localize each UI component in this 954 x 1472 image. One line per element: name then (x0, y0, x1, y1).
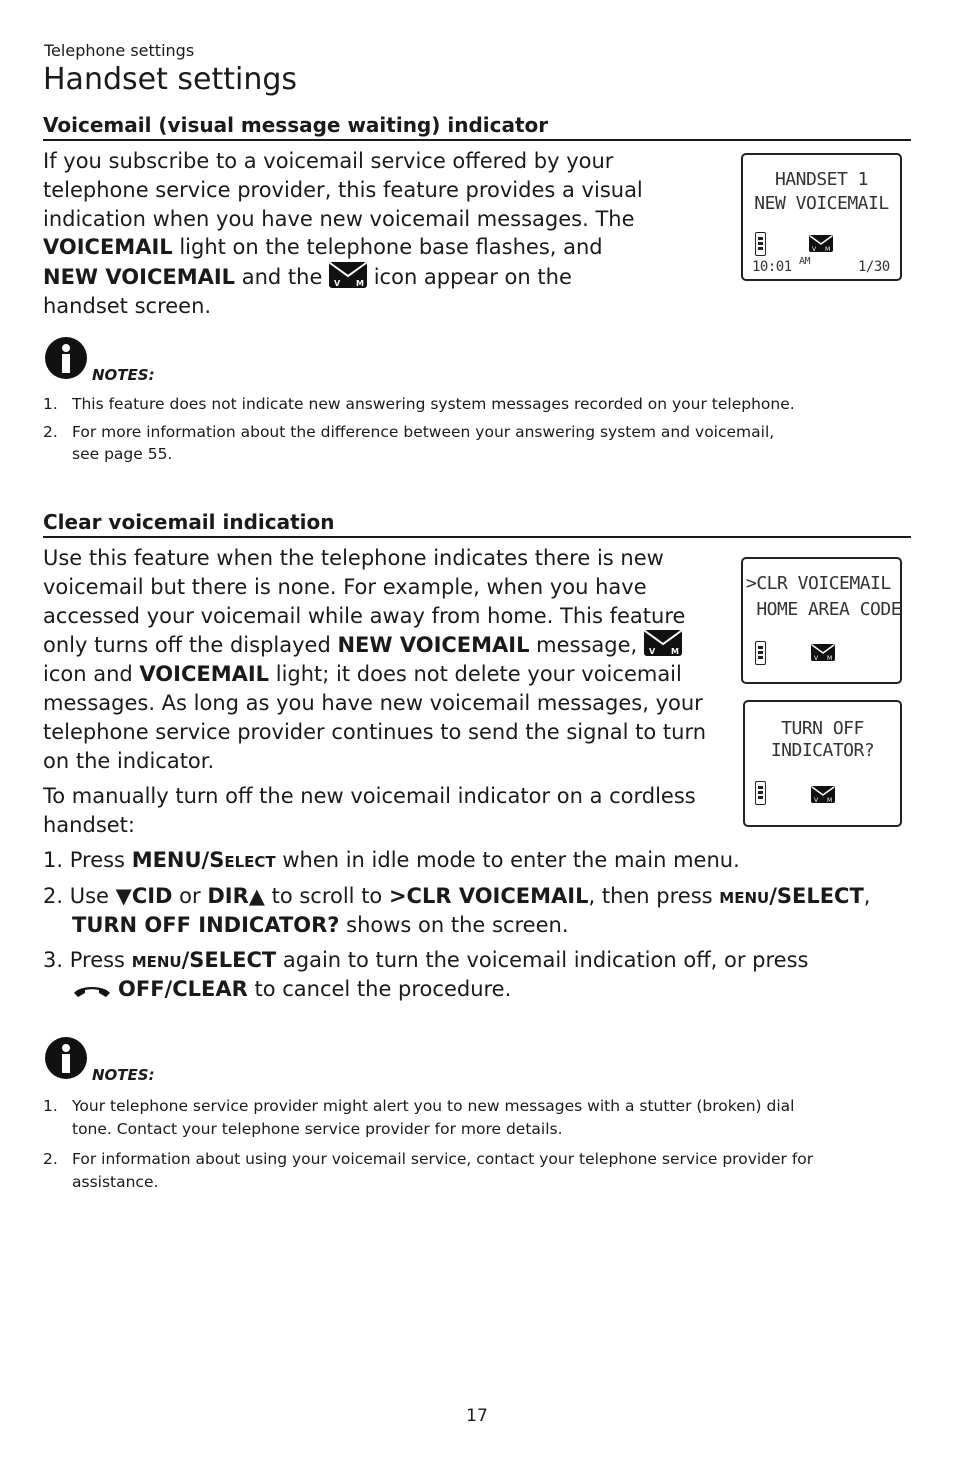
notes-label: NOTES: (92, 1066, 155, 1084)
manual-instructions: To manually turn off the new voicemail indicator on a cordless handset: (43, 784, 696, 837)
battery-icon (755, 232, 766, 256)
section-heading-clear-voicemail: Clear voicemail indication (43, 510, 911, 538)
step-3: 3. Press menu/SELECT again to turn the voicemail indication off, or press OFF/CLEAR to cancel the procedure. (43, 946, 923, 1006)
svg-text:M: M (827, 655, 833, 661)
note-item: 2. For information about using your voicemail service, contact your telephone service provider for assistance. (43, 1150, 814, 1191)
up-arrow-icon: ▲ (248, 884, 265, 908)
handset-screen-turn-off-indicator (743, 700, 902, 827)
notes-label: NOTES: (92, 366, 155, 384)
handset-screen-new-voicemail (741, 153, 902, 281)
page-number: 17 (466, 1406, 488, 1426)
page-title: Handset settings (43, 62, 298, 97)
info-icon (45, 1037, 87, 1079)
voicemail-envelope-icon (329, 262, 367, 288)
svg-text:M: M (356, 279, 365, 289)
svg-text:V: V (814, 797, 819, 803)
breadcrumb: Telephone settings (44, 41, 195, 60)
note-item: 1. This feature does not indicate new answering system messages recorded on your telephone. (43, 395, 795, 413)
lcd-line-2: HOME AREA CODE (746, 599, 902, 620)
info-icon (45, 337, 87, 379)
step-2: 2. Use ▼CID or DIR▲ to scroll to >CLR VOICEMAIL, then press menu/SELECT, TURN OFF INDICATOR? shows on the screen. (43, 884, 871, 937)
step-1: 1. Press MENU/Select when in idle mode to enter the main menu. (43, 848, 740, 872)
battery-icon (755, 641, 766, 665)
voicemail-envelope-icon (811, 786, 835, 803)
lcd-date: 1/30 (858, 259, 890, 275)
svg-text:V: V (648, 647, 656, 657)
battery-icon (755, 781, 766, 805)
lcd-line-2: INDICATOR? (770, 740, 875, 761)
svg-text:M: M (825, 246, 831, 252)
voicemail-envelope-icon (811, 644, 835, 661)
svg-text:V: V (812, 246, 817, 252)
lcd-line-1: >CLR VOICEMAIL (746, 573, 891, 594)
lcd-ampm: AM (799, 256, 811, 267)
svg-text:M: M (827, 797, 833, 803)
note-item: 1. Your telephone service provider might alert you to new messages with a stutter (broken) dial tone. Contact your telephone service provider for more details. (43, 1097, 795, 1138)
clear-voicemail-paragraph: Use this feature when the telephone indicates there is new voicemail but there is none. For example, when you have accessed your voicemail while away from home. This feature only turns off the displayed NEW VOICEMAIL message, V M icon and VOICEMAIL light; it does not delete your voicemail messages. As long as you have new voicemail messages, your telephone service provider continues to send the signal to turn on the indicator. (43, 546, 707, 773)
down-arrow-icon: ▼ (115, 884, 132, 908)
lcd-line-1: TURN OFF (781, 718, 864, 739)
handset-screen-clr-voicemail (741, 557, 902, 684)
voicemail-envelope-icon (644, 630, 682, 656)
voicemail-indicator-paragraph: If you subscribe to a voicemail service offered by your telephone service provider, this feature provides a visual indication when you have new voicemail messages. The VOICEMAIL light on the telephone base flashes, and NEW VOICEMAIL and the V M icon appear on the handset screen. (43, 149, 643, 318)
lcd-time: 10:01 (752, 259, 792, 275)
lcd-line-1: HANDSET 1 (774, 169, 869, 190)
section-heading-voicemail-indicator: Voicemail (visual message waiting) indicator (43, 113, 911, 141)
voicemail-envelope-icon (809, 235, 833, 252)
svg-text:V: V (814, 655, 819, 661)
note-item: 2. For more information about the difference between your answering system and voicemail, see page 55. (43, 423, 775, 463)
lcd-line-2: NEW VOICEMAIL (754, 193, 889, 214)
svg-text:V: V (334, 279, 341, 289)
off-clear-phone-icon (72, 977, 112, 1006)
svg-text:M: M (670, 647, 679, 657)
